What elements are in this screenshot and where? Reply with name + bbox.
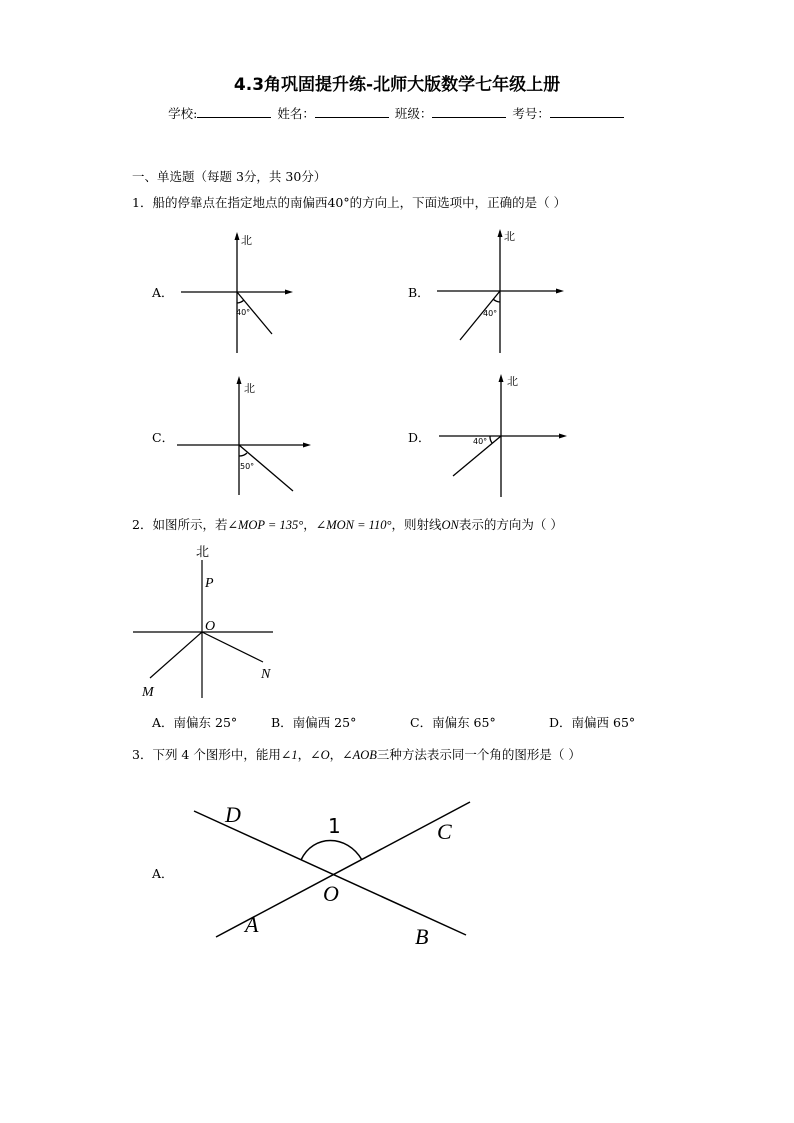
q2-north-label: 北 xyxy=(196,545,210,560)
q1-option-b-label[interactable]: B． xyxy=(408,285,430,300)
section-title: 一、单选题（每题 3分，共 30分） xyxy=(132,169,327,184)
q3-a-point-a: A xyxy=(245,912,259,937)
q2-expr-mon: ∠MON = 110° xyxy=(315,518,392,532)
q1-c-north-label: 北 xyxy=(244,382,255,395)
exam-number-label: 考号： xyxy=(512,106,550,121)
q3-option-a-label[interactable]: A． xyxy=(152,866,174,881)
q3-stem-pre: 3．下列 4 个图形中，能用 xyxy=(132,747,281,762)
q1-c-angle-label: 50° xyxy=(240,462,255,471)
q2-point-m: M xyxy=(142,685,154,700)
q2-point-o: O xyxy=(205,619,216,634)
q1-d-north-label: 北 xyxy=(507,375,518,388)
q1-option-c-label[interactable]: C． xyxy=(152,430,175,445)
q1-option-a-label[interactable]: A． xyxy=(152,285,174,300)
class-label: 班级： xyxy=(394,106,433,121)
q2-option-b[interactable]: B．南偏西 25° xyxy=(271,715,357,730)
q1-b-north-label: 北 xyxy=(504,230,515,243)
q3-sep1: ， xyxy=(297,747,311,762)
q3-a-point-b: B xyxy=(415,924,429,949)
q2-point-p: P xyxy=(205,576,214,591)
q3-expr-angleo: ∠O xyxy=(310,748,330,762)
q3-a-point-d: D xyxy=(225,802,241,827)
q1-d-angle-label: 40° xyxy=(473,437,488,446)
q3-a-point-o: O xyxy=(323,881,339,906)
q1-b-angle-label: 40° xyxy=(483,309,498,318)
page-title: 4.3角巩固提升练-北师大版数学七年级上册 xyxy=(233,75,561,95)
q2-ray-on: ON xyxy=(441,518,459,532)
q1-a-north-label: 北 xyxy=(241,234,252,247)
school-label: 学校: xyxy=(168,106,198,121)
q1-option-d-label[interactable]: D． xyxy=(408,430,431,445)
q2-stem-post: 表示的方向为（ ） xyxy=(458,517,563,532)
q2-point-n: N xyxy=(261,667,271,682)
q1-a-angle-label: 40° xyxy=(236,308,251,317)
q2-option-c[interactable]: C．南偏东 65° xyxy=(410,715,496,730)
name-label: 姓名： xyxy=(277,106,315,121)
q2-option-d[interactable]: D．南偏西 65° xyxy=(549,715,636,730)
q2-stem-mid: ，则射线 xyxy=(391,517,442,532)
question-1-stem: 1．船的停靠点在指定地点的南偏西40°的方向上，下面选项中，正确的是（ ） xyxy=(132,195,567,210)
q3-a-point-c: C xyxy=(437,819,452,844)
q2-expr-mop: ∠MOP = 135° xyxy=(227,518,304,532)
q3-sep2: ， xyxy=(329,747,343,762)
q3-stem-post: 三种方法表示同一个角的图形是（ ） xyxy=(376,747,581,762)
q3-expr-angleaob: ∠AOB xyxy=(342,748,377,762)
q2-sep: ， xyxy=(303,517,316,532)
q2-option-a[interactable]: A．南偏东 25° xyxy=(152,715,238,730)
q2-stem-pre: 2．如图所示，若 xyxy=(132,517,228,532)
q3-a-angle-1: 1 xyxy=(328,814,341,838)
q3-expr-angle1: ∠1 xyxy=(280,748,298,762)
